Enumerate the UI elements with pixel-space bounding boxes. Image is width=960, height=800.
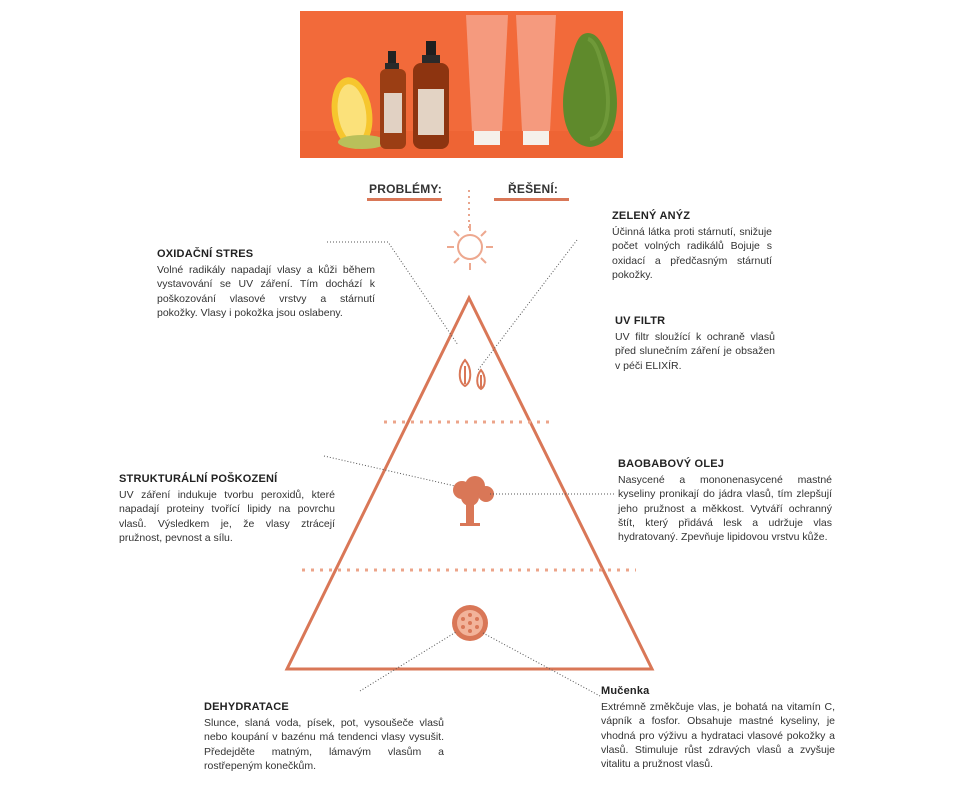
problem-text: UV záření indukuje tvorbu peroxidů, které napadají proteiny tvořící lipidy na povrchu vlasů. Výsledkem je, že vlasy ztrácejí pružnost, pevnost a sílu. (119, 489, 335, 544)
problem-structural-damage (119, 472, 335, 545)
solution-title: Mučenka (601, 685, 650, 697)
leader-green-anise (478, 240, 577, 370)
solution-title: ZELENÝ ANÝZ (612, 210, 691, 222)
problem-title: DEHYDRATACE (204, 701, 289, 713)
anise-seeds-icon (460, 360, 485, 389)
sun-icon (447, 224, 493, 270)
passion-fruit-icon (452, 605, 488, 641)
solution-text: Účinná látka proti stárnutí, snižuje počet volných radikálů Bojuje s oxidací a předčasným stárnutí pokožky. (612, 226, 772, 281)
solution-passion-fruit (601, 684, 835, 771)
baobab-tree-icon (453, 476, 494, 526)
problem-text: Volné radikály napadají vlasy a kůži během vystavování se UV záření. Tím dochází k poškozování vlasové vrstvy a stárnutí pokožky. Vlasy i pokožka jsou oslabeny. (157, 264, 375, 319)
solution-baobab-oil (618, 457, 832, 544)
leader-dehydration (360, 632, 456, 691)
solution-text: Extrémně změkčuje vlas, je bohatá na vitamín C, vápník a fosfor. Obsahuje mastné kyseliny, je vhodná pro výživu a hydrataci vlasové pokožky a vlasů. Stimuluje růst zdravých vlasů a zvyšuje vitalitu a pružnost vlasů. (601, 701, 835, 771)
problem-dehydration (204, 700, 444, 773)
problem-title: STRUKTURÁLNÍ POŠKOZENÍ (119, 473, 278, 485)
solution-green-anise (612, 209, 772, 282)
solution-title: UV FILTR (615, 315, 666, 327)
solution-text: Nasycené a mononenasycené mastné kyseliny pronikají do jádra vlasů, tím zlepšují jeho pružnost a měkkost. Vytváří ochranný štít, který přidává lesk a udržuje vlas hydratovaný. Zpevňuje lipidovou vrstvu kůže. (618, 474, 832, 544)
problem-title: OXIDAČNÍ STRES (157, 248, 254, 260)
problem-text: Slunce, slaná voda, písek, pot, vysoušeče vlasů nebo koupání v bazénu má tendenci vlasy vysušit. Předejděte matným, lámavým vlasům a rostřepeným konečkům. (204, 717, 444, 772)
solutions-header: ŘEŠENÍ: (508, 182, 559, 196)
problems-header: PROBLÉMY: (369, 182, 442, 196)
solution-uv-filter (615, 314, 775, 373)
solution-title: BAOBABOVÝ OLEJ (618, 458, 725, 470)
leader-passion-fruit (483, 633, 600, 696)
solution-text: UV filtr sloužící k ochraně vlasů před slunečním záření je obsažen v péči ELIXÍR. (615, 331, 775, 372)
problem-oxidative-stress (157, 247, 375, 320)
